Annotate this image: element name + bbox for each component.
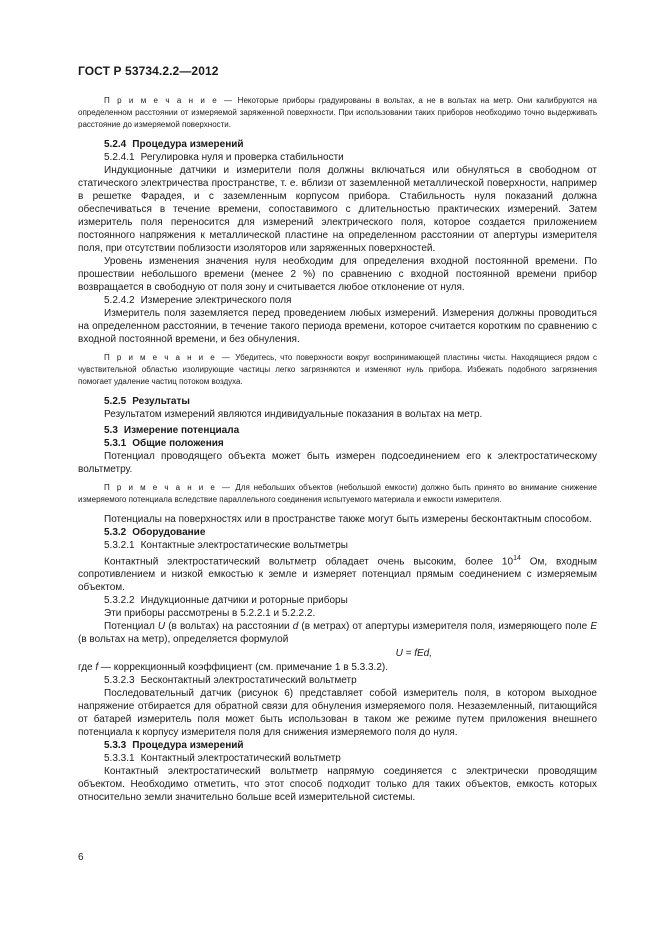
text-run: Контактный электростатический вольтметр обладает очень высоким, более 10 [104, 556, 514, 568]
text-run: где [78, 662, 96, 674]
section-title: Общие положения [132, 438, 224, 449]
section-5-2-4-2-heading [104, 294, 597, 307]
paragraph: Индукционные датчики и измерители поля должны включаться или обнуляться в свободном от статического электричества пространстве, т. е. вблизи от заземленной металлической поверхности, например в решетке Фарадея, и с заземленным корпусом прибора. Стабильность нуля показаний должна обеспечиваться в течение времени, сопоставимого с длительностью практических измерений. Затем измеритель поля переносится для измерений электрического поля, которое создается приложением постоянного напряжения к металлической пластине на определенном расстоянии от апертуры измерителя поля, при отсутствии поблизости изоляторов или заряженных поверхностей. [78, 165, 597, 254]
note-lead: П р и м е ч а н и е — [104, 353, 232, 362]
variable: d [292, 621, 299, 633]
paragraph [78, 552, 597, 594]
variable: f [95, 662, 99, 674]
note-1 [78, 95, 597, 131]
section-number: 5.2.4 [104, 139, 127, 150]
note-2 [78, 352, 597, 388]
text-run: (в метрах) от апертуры измерителя поля, измеряющего поле [298, 621, 591, 633]
section-title: Оборудование [132, 527, 206, 538]
paragraph: Последовательный датчик (рисунок 6) представляет собой измеритель поля, в котором выходное напряжение отбирается для обратной связи для обнуления измеряемого поля. Незаземленный, питающийся от батарей измеритель поля может быть использован в таком же режиме путем приложения внешнего потенциала к корпусу измерителя поля для снижения измеряемого поля до нуля. [78, 688, 597, 739]
note-lead: П р и м е ч а н и е — [104, 96, 234, 105]
paragraph: Потенциалы на поверхностях или в пространстве также могут быть измерены бесконтактным способом. [104, 514, 592, 525]
section-5-2-4-heading [104, 138, 597, 151]
note-3 [78, 482, 597, 506]
note-text: Убедитесь, что поверхности вокруг воспринимающей пластины чисты. Находящиеся рядом с чувствительной областью изолирующие частицы легко загрязняются и изменяют нуль прибора. Избежать подобного загрязнения помогает удаление частиц потоком воздуха. [78, 353, 597, 386]
section-5-3-2-2-heading [104, 594, 597, 607]
section-5-3-3-1-heading [104, 752, 597, 765]
note-lead: П р и м е ч а н и е — [104, 483, 232, 492]
section-number: 5.2.5 [104, 396, 127, 407]
paragraph: Потенциал проводящего объекта может быть измерен подсоединением его к электростатическому вольтметру. [78, 451, 597, 475]
document-page [78, 64, 597, 804]
section-title: Регулировка нуля и проверка стабильности [140, 152, 344, 163]
paragraph [78, 620, 597, 646]
section-number: 5.3.3.1 [104, 753, 135, 765]
section-5-3-2-heading [104, 526, 597, 539]
formula: U = fEd, [395, 648, 432, 660]
section-5-2-5-heading [104, 395, 597, 408]
section-number: 5.3.2 [104, 527, 127, 538]
variable: U [157, 621, 166, 633]
text-run: — коррекционный коэффициент (см. примечание 1 в 5.3.3.2). [98, 662, 389, 674]
section-title: Контактный электростатический вольтметр [140, 753, 341, 765]
document-header: ГОСТ Р 53734.2.2—2012 [78, 64, 219, 78]
section-number: 5.3.2.3 [104, 675, 135, 687]
text-run: (в вольтах) на расстоянии [165, 621, 293, 633]
paragraph: Результатом измерений являются индивидуальные показания в вольтах на метр. [104, 409, 483, 420]
section-5-3-1-heading [104, 437, 597, 450]
section-number: 5.3.1 [104, 438, 127, 449]
superscript: 14 [513, 555, 521, 562]
variable: E [590, 621, 598, 633]
section-number: 5.3.2.1 [104, 540, 135, 551]
section-title: Измерение потенциала [123, 425, 240, 436]
page-number: 6 [78, 852, 84, 863]
note-text: Для небольших объектов (небольшой емкости) должно быть принято во внимание снижение измеряемого потенциала вследствие параллельного соединения испытуемого материала и емкости измерителя. [78, 483, 598, 504]
section-title: Процедура измерений [132, 740, 244, 752]
note-text: Некоторые приборы градуированы в вольтах, а не в вольтах на метр. Они калибруются на определенном расстоянии от измеряемой заряженной поверхности. При использовании таких приборов необходимо точно выдерживать расстояние до измеряемой поверхности. [78, 96, 597, 129]
text-run: Ом, входным сопротивлением и низкой емкостью к земле и измеряет потенциал прямым соединением с измеряемым объектом. [78, 556, 598, 594]
section-5-3-2-3-heading [104, 674, 597, 687]
section-title: Контактные электростатические вольтметры [140, 540, 348, 551]
text-run: Потенциал [104, 621, 158, 633]
section-5-3-heading [104, 424, 597, 437]
section-number: 5.2.4.2 [104, 295, 135, 306]
paragraph: Измеритель поля заземляется перед проведением любых измерений. Измерения должны проводиться на определенном расстоянии, в течение такого периода времени, которое считается коротким по сравнению с входной постоянной времени, и без обнуления. [78, 308, 597, 345]
text-run: (в вольтах на метр), определяется формулой [78, 634, 289, 646]
section-title: Бесконтактный электростатический вольтметр [140, 675, 357, 687]
section-5-3-2-1-heading [104, 539, 597, 552]
section-number: 5.2.4.1 [104, 152, 135, 163]
section-number: 5.3.2.2 [104, 595, 135, 607]
section-title: Процедура измерений [132, 139, 244, 150]
section-number: 5.3.3 [104, 740, 127, 752]
paragraph: Контактный электростатический вольтметр напрямую соединяется с электрически проводящим объектом. Необходимо отметить, что этот способ подходит только для таких объектов, емкость которых относительно земли значительно больше всей измерительной системы. [78, 766, 597, 804]
section-title: Индукционные датчики и роторные приборы [140, 595, 348, 607]
paragraph [78, 661, 597, 674]
section-number: 5.3 [104, 425, 118, 436]
section-5-2-4-1-heading [104, 151, 597, 164]
section-5-3-3-heading [104, 739, 597, 752]
paragraph: Уровень изменения значения нуля необходим для определения входной постоянной времени. По прошествии небольшого времени (менее 2 %) по сравнению с входной постоянной времени прибор возвращается в свободную от поля зону и считывается любое отклонение от нуля. [78, 256, 597, 293]
section-title: Результаты [132, 396, 190, 407]
paragraph: Эти приборы рассмотрены в 5.2.2.1 и 5.2.2.2. [104, 608, 316, 620]
section-title: Измерение электрического поля [140, 295, 292, 306]
